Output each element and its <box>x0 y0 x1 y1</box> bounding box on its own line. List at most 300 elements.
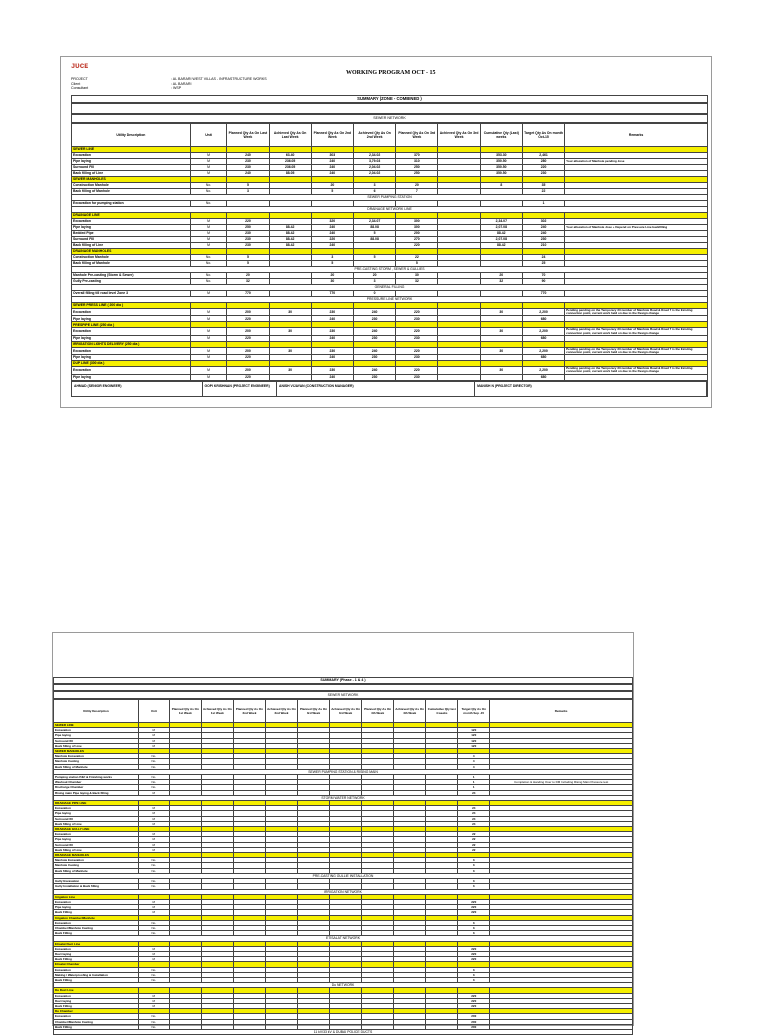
column-header: Remarks <box>490 700 633 723</box>
item-unit: No. <box>138 1019 169 1024</box>
item-value: 200 <box>227 367 269 374</box>
section-label: 11 kV/33 kV & DUBAI POLICE DUCTS <box>54 1029 633 1034</box>
target-value: 3 <box>458 920 490 925</box>
item-description: Excavation <box>54 899 139 904</box>
category-label: PRESPIPE LINE (250 dia ) <box>72 322 191 328</box>
target-value: 1 <box>458 775 490 780</box>
item-value: 220 <box>227 219 269 225</box>
column-header: Planned Qty As On 1st Week <box>169 700 201 723</box>
item-unit: M <box>190 171 227 177</box>
section-label: SEWER PUMPING STATION <box>72 195 708 201</box>
signature-cell: GOPI KRISHNAN (PROJECT ENGINEER) <box>203 382 278 396</box>
item-description: Gully Pre-casting <box>72 279 191 285</box>
column-header: Cumulative Qty last 4 weeks <box>426 700 458 723</box>
item-unit: M <box>138 905 169 910</box>
target-value: 120 <box>458 733 490 738</box>
item-value: 2,200 <box>522 328 564 335</box>
item-description: Excavation <box>54 993 139 998</box>
item-unit: No. <box>138 884 169 889</box>
item-unit: No. <box>138 785 169 790</box>
item-description: Back Filling <box>54 931 139 936</box>
item-description: Back Filling <box>54 910 139 915</box>
item-unit: M <box>190 243 227 249</box>
target-value: 3 <box>458 967 490 972</box>
item-value: 2,04.02 <box>353 171 395 177</box>
signature-row <box>71 381 708 397</box>
target-value: 220 <box>458 993 490 998</box>
item-value: 20 <box>353 273 395 279</box>
signature-cell: ANISH VIJAYAN (CONSTRUCTION MANAGER) <box>277 382 475 396</box>
item-unit: M <box>138 842 169 847</box>
item-description: Pipe laying <box>54 905 139 910</box>
meta-label: PROJECT <box>71 77 88 81</box>
item-value: 240 <box>522 225 564 231</box>
item-description: Duct laying <box>54 998 139 1003</box>
item-value: 230 <box>311 367 353 374</box>
item-value: 30 <box>269 309 311 316</box>
item-description: Surround fill <box>54 738 139 743</box>
item-description: Back Filling <box>54 1003 139 1008</box>
item-value: 680 <box>522 316 564 322</box>
category-label: DRAINAGE MANHOLES <box>72 249 191 255</box>
item-value: 88.42 <box>480 231 522 237</box>
item-value: 20 <box>227 273 269 279</box>
column-header: Planned Qty As On 3rd Week <box>396 124 438 147</box>
category-label: SEWER MANHOLES <box>72 177 191 183</box>
item-description: Construction Manhole <box>72 183 191 189</box>
item-value: 5 <box>396 261 438 267</box>
section-label: PRE-CASTING STORM , SEWER & GULLIES <box>72 267 708 273</box>
category-label: Irrigation Line <box>54 894 139 899</box>
item-description: Excavation <box>54 1014 139 1019</box>
item-description: Excavation <box>72 367 191 374</box>
target-value: 22 <box>458 837 490 842</box>
column-header: Planned Qty As On 4th Week <box>362 700 394 723</box>
item-value: 88.08 <box>353 237 395 243</box>
column-header: Achieved Qty As On 3rd Week <box>438 124 480 147</box>
item-value: 2,461 <box>522 153 564 159</box>
target-value: 3 <box>458 858 490 863</box>
item-unit: No. <box>138 868 169 873</box>
item-description: Manhole Casting <box>54 863 139 868</box>
item-description: Excavation <box>72 153 191 159</box>
item-value: 240 <box>353 309 395 316</box>
column-header: Cumulative Qty (Last) weeks <box>480 124 522 147</box>
item-value: 300 <box>396 219 438 225</box>
item-unit: No. <box>138 858 169 863</box>
item-value: 200 <box>227 309 269 316</box>
item-value: 32 <box>480 279 522 285</box>
item-description: Back filling of Line <box>54 821 139 826</box>
item-unit: M <box>190 291 227 297</box>
item-value: 88.05 <box>269 171 311 177</box>
meta-value: : AL BARARI <box>171 81 192 86</box>
item-description: Back filling of Manhole <box>72 261 191 267</box>
target-value: 220 <box>458 998 490 1003</box>
item-remarks <box>565 374 708 380</box>
item-description: Excavation <box>54 806 139 811</box>
section-label: SEWER PUMPING STATION & RISING MAIN <box>54 769 633 774</box>
item-description: Surround Fill <box>72 165 191 171</box>
section-label: ETISALAT NETWORK <box>54 936 633 941</box>
item-value: 240 <box>311 171 353 177</box>
item-unit: M <box>190 367 227 374</box>
item-value: 7 <box>396 189 438 195</box>
item-unit: M <box>190 309 227 316</box>
item-value: 5 <box>353 231 395 237</box>
target-value: 3 <box>458 977 490 982</box>
signature-cell: MANISH N (PROJECT DIRECTOR) <box>475 382 707 396</box>
item-description: Pipe laying <box>72 225 191 231</box>
target-value: 22 <box>458 847 490 852</box>
item-value <box>438 347 480 354</box>
item-value: 3,79.03 <box>353 159 395 165</box>
item-description: Washout Chamber <box>54 780 139 785</box>
item-value: 30 <box>269 347 311 354</box>
item-value: 230 <box>396 355 438 361</box>
item-value: 24 <box>522 255 564 261</box>
item-value: 230 <box>311 309 353 316</box>
item-unit: No. <box>190 261 227 267</box>
section-label: PRESSURE LINE NETWORK <box>72 297 708 303</box>
network-title: SEWER NETWORK <box>71 114 708 123</box>
item-value: 350.50 <box>480 165 522 171</box>
item-description: Gully Excavation <box>54 879 139 884</box>
category-label: DRAINAGE PIPE LINE <box>54 801 139 806</box>
item-description: Excavation <box>54 967 139 972</box>
meta-label: Client <box>71 81 81 86</box>
column-header: Utility Description <box>72 124 191 147</box>
section-label: IRRIGATION NETWORK <box>54 889 633 894</box>
item-value <box>438 328 480 335</box>
target-value: 4 <box>458 759 490 764</box>
column-header: Remarks <box>565 124 708 147</box>
item-description: Pipe laying <box>72 316 191 322</box>
item-value: 300 <box>396 225 438 231</box>
item-value: 680 <box>522 374 564 380</box>
item-description: Manhole Casting <box>54 759 139 764</box>
sheet-title: WORKING PROGRAM OCT - 15 <box>346 70 436 76</box>
item-value: 770 <box>311 291 353 297</box>
item-description: Construction Manhole <box>72 255 191 261</box>
item-unit: M <box>190 335 227 341</box>
item-description: Pipe laying <box>54 733 139 738</box>
item-remarks: Completion & Handing Over to DM Including Rising Main Pressure test <box>490 780 633 785</box>
item-value: 88.42 <box>269 231 311 237</box>
item-value: 230 <box>353 355 395 361</box>
table-row <box>72 347 708 354</box>
item-value: 303 <box>311 153 353 159</box>
item-value: 22 <box>396 255 438 261</box>
section-label: Du NETWORK <box>54 983 633 988</box>
item-unit: M <box>138 957 169 962</box>
item-unit: No. <box>138 863 169 868</box>
item-value <box>438 367 480 374</box>
item-description: Pumping station P&F & Finishing works <box>54 775 139 780</box>
item-value: 2,200 <box>522 367 564 374</box>
item-value: 2,07.08 <box>480 237 522 243</box>
item-value: 20 <box>480 273 522 279</box>
column-header: Achieved Qty As On 2nd Week <box>265 700 297 723</box>
item-value: 70 <box>522 273 564 279</box>
item-value: 88.42 <box>269 225 311 231</box>
target-value: 3 <box>458 868 490 873</box>
item-description: Back filling of Line <box>54 847 139 852</box>
summary-table <box>71 123 708 381</box>
item-value: 236.05 <box>269 165 311 171</box>
category-label: Etisalat Chamber <box>54 962 139 967</box>
item-description: Excavation <box>72 219 191 225</box>
item-description: Excavation for pumping station <box>72 201 191 207</box>
item-description: Back Filling <box>54 1024 139 1029</box>
item-value: 230 <box>311 328 353 335</box>
item-unit: No. <box>190 189 227 195</box>
item-value: 2,34.02 <box>353 153 395 159</box>
item-remarks: Your allocation of Manhole pending Jose <box>565 159 708 165</box>
item-value: 3 <box>311 255 353 261</box>
category-label: SEWER PRESS LINE ( 200 dia ) <box>72 303 191 309</box>
category-label: IRRIGATION LIGHTS DELIVERY (250 dia ) <box>72 341 191 347</box>
item-value: 230 <box>227 243 269 249</box>
item-description: Making / Waterproofing & Installation <box>54 972 139 977</box>
item-value: 30 <box>311 279 353 285</box>
category-label: DRAINAGE MANHOLES <box>54 853 139 858</box>
item-unit: No. <box>138 967 169 972</box>
target-value: 24 <box>458 806 490 811</box>
target-value: 200 <box>458 1019 490 1024</box>
item-description: Chamber/Manhole Casting <box>54 925 139 930</box>
item-value: 230 <box>227 159 269 165</box>
item-unit: No. <box>138 775 169 780</box>
item-value: 5 <box>227 261 269 267</box>
item-description: Back Filling <box>54 977 139 982</box>
project-meta <box>71 77 291 91</box>
category-label: Irrigation Chamber/Manhole <box>54 915 139 920</box>
category-label: Etisalat Duct Line <box>54 941 139 946</box>
section-label: DRAINAGE NETWORK LINE <box>72 207 708 213</box>
item-value: 1 <box>522 201 564 207</box>
item-value: 3 <box>353 183 395 189</box>
target-value: 24 <box>458 811 490 816</box>
item-description: Back filling of Manhole <box>54 868 139 873</box>
item-unit: No. <box>190 201 227 207</box>
item-description: Excavation <box>54 946 139 951</box>
section-label: STORM WATER NETWORK <box>54 795 633 800</box>
item-value: 230 <box>353 374 395 380</box>
item-unit: M <box>190 347 227 354</box>
item-value: 220 <box>227 355 269 361</box>
item-value: 5 <box>353 255 395 261</box>
item-description: Bedded Pipe <box>72 231 191 237</box>
item-value: 230 <box>396 316 438 322</box>
item-unit: M <box>138 743 169 748</box>
item-unit: No. <box>138 754 169 759</box>
item-unit: M <box>138 993 169 998</box>
item-description: Gully Installation & Back filling <box>54 884 139 889</box>
target-value: 1 <box>458 780 490 785</box>
item-value: 240 <box>353 347 395 354</box>
item-unit: M <box>138 811 169 816</box>
item-unit: M <box>190 165 227 171</box>
summary-table-wrap <box>71 95 708 397</box>
item-value: 0 <box>353 291 395 297</box>
table-row <box>72 374 708 380</box>
item-value: 220 <box>396 367 438 374</box>
category-label: Du Chamber <box>54 1009 139 1014</box>
item-value: 240 <box>311 316 353 322</box>
item-unit: M <box>190 237 227 243</box>
item-value: 88.42 <box>480 243 522 249</box>
item-value: 230 <box>227 237 269 243</box>
meta-value: : WSP <box>171 86 182 91</box>
item-description: Overall filling till road level Zone 3 <box>72 291 191 297</box>
item-value: 240 <box>227 171 269 177</box>
column-header: Utility Description <box>54 700 139 723</box>
item-description: Back filling of Line <box>72 243 191 249</box>
item-description: Back filling of Line <box>72 171 191 177</box>
item-unit: M <box>190 231 227 237</box>
item-value: 320 <box>311 219 353 225</box>
item-unit: M <box>138 821 169 826</box>
item-unit: M <box>138 790 169 795</box>
target-value: 220 <box>458 946 490 951</box>
item-value: 88.42 <box>269 243 311 249</box>
item-unit: M <box>138 728 169 733</box>
item-value: 240 <box>311 231 353 237</box>
item-unit: No. <box>138 977 169 982</box>
item-unit: M <box>190 316 227 322</box>
target-value: 24 <box>458 821 490 826</box>
item-value: 32 <box>227 279 269 285</box>
item-value <box>438 374 480 380</box>
item-value: 240 <box>311 165 353 171</box>
column-header: Planned Qty As On Last Week <box>227 124 269 147</box>
item-description: Back filling of Manhole <box>54 764 139 769</box>
item-value: 220 <box>396 309 438 316</box>
item-description: Pipe laying <box>54 811 139 816</box>
item-description: Excavation <box>54 832 139 837</box>
item-value: 236.05 <box>269 159 311 165</box>
item-description: Rising main Pipe laying & Back filling <box>54 790 139 795</box>
item-value: 220 <box>311 237 353 243</box>
item-value: 2,34.07 <box>480 219 522 225</box>
table-row <box>72 309 708 316</box>
item-value: 30 <box>269 367 311 374</box>
item-value: 8 <box>480 183 522 189</box>
item-value: 88.08 <box>353 225 395 231</box>
item-description: Surround Fill <box>72 237 191 243</box>
item-value: 5 <box>227 183 269 189</box>
target-value: 3 <box>458 863 490 868</box>
item-value: 240 <box>311 355 353 361</box>
item-unit: No. <box>138 920 169 925</box>
item-value: 370 <box>396 153 438 159</box>
item-value: 250 <box>396 165 438 171</box>
item-value: 240 <box>353 328 395 335</box>
item-value: 20 <box>311 183 353 189</box>
column-header: Planned Qty As On 2nd Week <box>233 700 265 723</box>
column-header: Achieved Qty As On 3rd Week <box>330 700 362 723</box>
summary-title: SUMMARY (ZONE - COMBINED ) <box>71 95 708 103</box>
target-value: 3 <box>458 972 490 977</box>
header-row <box>72 124 708 147</box>
item-unit: M <box>138 946 169 951</box>
item-value: 240 <box>311 159 353 165</box>
item-value: 230 <box>353 335 395 341</box>
target-value: 220 <box>458 951 490 956</box>
item-unit: M <box>190 374 227 380</box>
item-value: 3 <box>227 189 269 195</box>
item-remarks: Pending pending on the Temporary 33 number of Manhole Road & Road 7 is the Existing connection point, current work held on due to the Design change <box>565 367 708 374</box>
item-value: 20 <box>311 273 353 279</box>
item-value: 302 <box>522 219 564 225</box>
target-value: 3 <box>458 925 490 930</box>
item-value: 3 <box>353 279 395 285</box>
item-value: 230 <box>522 237 564 243</box>
item-value: 30 <box>480 328 522 335</box>
item-value: 280 <box>522 159 564 165</box>
meta-value: : AL BARARI WEST VILLAS - INFRASTRUCTURE WORKS <box>171 77 267 81</box>
phase-summary-wrap <box>53 677 633 1035</box>
target-value: 220 <box>458 905 490 910</box>
item-description: Pipe laying <box>72 374 191 380</box>
item-description: Excavation <box>54 728 139 733</box>
item-value: 22 <box>522 189 564 195</box>
item-value: 230 <box>311 347 353 354</box>
item-value: 680 <box>522 335 564 341</box>
item-description: Excavation <box>72 347 191 354</box>
item-value: 2,200 <box>522 309 564 316</box>
item-value: 240 <box>522 231 564 237</box>
item-value: 250 <box>227 225 269 231</box>
item-description: Manhole Excavation <box>54 754 139 759</box>
item-value: 240 <box>311 335 353 341</box>
category-label: SEWER LINE <box>72 147 191 153</box>
header-row <box>54 700 633 723</box>
item-unit: No. <box>138 1014 169 1019</box>
item-description: Manhole Pre-casting (Storm & Sewer) <box>72 273 191 279</box>
item-value: 20 <box>396 183 438 189</box>
category-label: DRAINAGE LINE <box>72 213 191 219</box>
item-value: 240 <box>311 243 353 249</box>
column-header: Achieved Qty As On 2nd Week <box>353 124 395 147</box>
item-value: 88.42 <box>269 237 311 243</box>
item-description: Discharge Chamber <box>54 785 139 790</box>
target-value: 3 <box>458 884 490 889</box>
item-value: 200 <box>227 328 269 335</box>
item-unit: M <box>138 998 169 1003</box>
item-description: Excavation <box>54 920 139 925</box>
column-header: Achieved Qty As On 4th Week <box>394 700 426 723</box>
table-row <box>72 328 708 335</box>
item-description: Duct laying <box>54 951 139 956</box>
item-unit: M <box>138 733 169 738</box>
target-value: 24 <box>458 790 490 795</box>
item-unit: No. <box>190 273 227 279</box>
column-header: Achieved Qty As On 1st Week <box>201 700 233 723</box>
item-value: 25 <box>522 261 564 267</box>
target-value: 120 <box>458 743 490 748</box>
item-remarks: Pending pending on the Temporary 33 number of Manhole Road & Road 7 is the Existing connection point, current work held on due to the Design change <box>565 328 708 335</box>
item-value: 350.50 <box>480 159 522 165</box>
item-unit: M <box>190 159 227 165</box>
item-value: 230 <box>522 171 564 177</box>
item-value: 200 <box>396 231 438 237</box>
item-value <box>438 309 480 316</box>
item-value: 240 <box>353 367 395 374</box>
meta-row <box>71 86 291 91</box>
item-description: Manhole Excavation <box>54 858 139 863</box>
